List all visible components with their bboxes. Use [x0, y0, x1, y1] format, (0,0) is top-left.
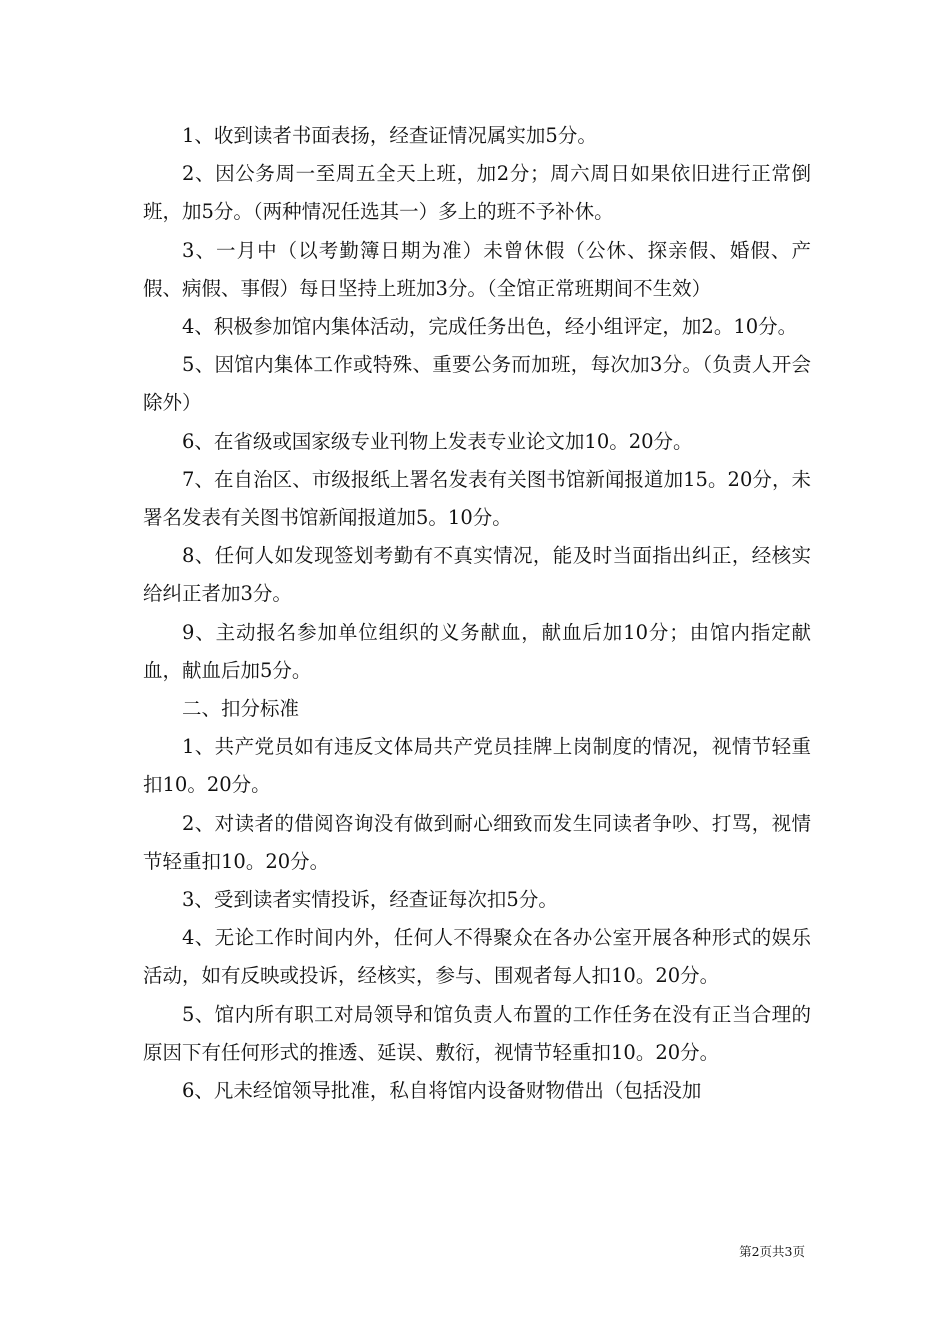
paragraph-deduction-4: 4、无论工作时间内外，任何人不得聚众在各办公室开展各种形式的娱乐活动，如有反映或投诉，经核实，参与、围观者每人扣10。20分。 — [143, 926, 811, 988]
page-number-footer: 第2页共3页 — [739, 1244, 805, 1259]
section-heading-deductions: 二、扣分标准 — [182, 697, 300, 721]
paragraph-6: 6、在省级或国家级专业刊物上发表专业论文加10。20分。 — [182, 429, 693, 453]
document-body — [143, 117, 811, 1110]
paragraph-7: 7、在自治区、市级报纸上署名发表有关图书馆新闻报道加15。20分，未署名发表有关图书馆新闻报道加5。10分。 — [143, 467, 811, 530]
paragraph-3: 3、一月中（以考勤簿日期为准）未曾休假（公休、探亲假、婚假、产假、病假、事假）每日坚持上班加3分。（全馆正常班期间不生效） — [143, 238, 811, 300]
paragraph-deduction-1: 1、共产党员如有违反文体局共产党员挂牌上岗制度的情况，视情节轻重扣10。20分。 — [143, 735, 811, 797]
paragraph-deduction-6: 6、凡未经馆领导批准，私自将馆内设备财物借出（包括没加 — [182, 1079, 702, 1103]
paragraph-2: 2、因公务周一至周五全天上班，加2分；周六周日如果依旧进行正常倒班，加5分。（两种情况任选其一）多上的班不予补休。 — [143, 162, 811, 224]
paragraph-deduction-5: 5、馆内所有职工对局领导和馆负责人布置的工作任务在没有正当合理的原因下有任何形式的推透、延误、敷衍，视情节轻重扣10。20分。 — [143, 1002, 811, 1064]
paragraph-5: 5、因馆内集体工作或特殊、重要公务而加班，每次加3分。（负责人开会除外） — [143, 353, 811, 415]
paragraph-deduction-2: 2、对读者的借阅咨询没有做到耐心细致而发生同读者争吵、打骂，视情节轻重扣10。20分。 — [143, 811, 811, 873]
paragraph-1: 1、收到读者书面表扬，经查证情况属实加5分。 — [182, 124, 597, 147]
paragraph-9: 9、主动报名参加单位组织的义务献血，献血后加10分；由馆内指定献血，献血后加5分。 — [143, 620, 811, 682]
paragraph-4: 4、积极参加馆内集体活动，完成任务出色，经小组评定，加2。10分。 — [182, 315, 798, 339]
paragraph-deduction-3: 3、受到读者实情投诉，经查证每次扣5分。 — [182, 888, 558, 912]
paragraph-8: 8、任何人如发现签划考勤有不真实情况，能及时当面指出纠正，经核实给纠正者加3分。 — [143, 544, 811, 606]
